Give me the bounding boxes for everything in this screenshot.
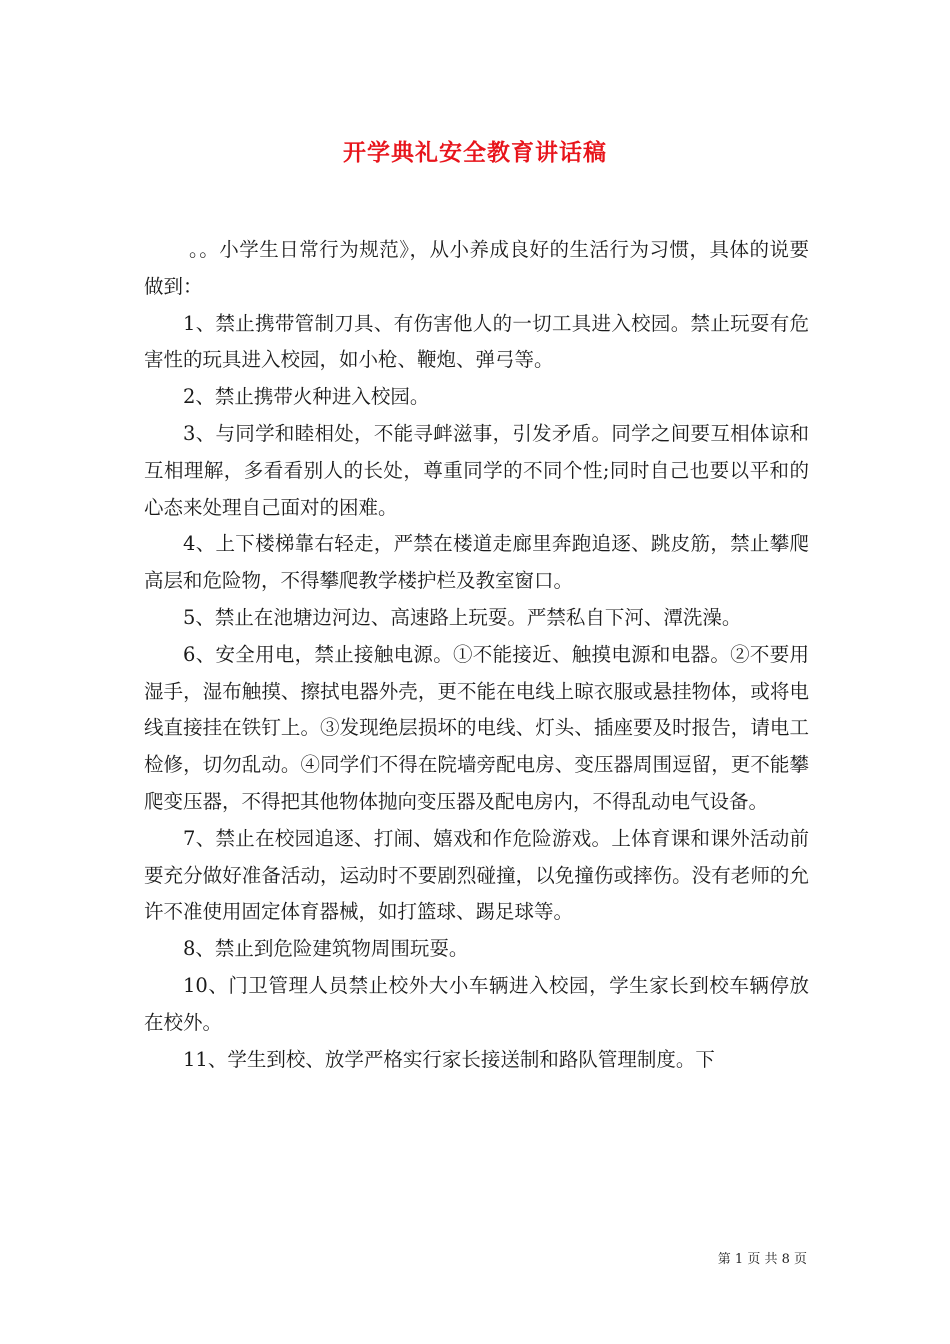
paragraph-item-2: 2、禁止携带火种进入校园。	[183, 385, 430, 409]
paragraph-intro: 。。小学生日常行为规范》，从小养成良好的生活行为习惯，具体的说要做到：	[144, 238, 809, 298]
paragraph-item-1: 1、禁止携带管制刀具、有伤害他人的一切工具进入校园。禁止玩耍有危害性的玩具进入校园，如小枪、鞭炮、弹弓等。	[144, 311, 809, 372]
paragraph-item-10: 10、门卫管理人员禁止校外大小车辆进入校园，学生家长到校车辆停放在校外。	[144, 973, 809, 1034]
page-number-footer: 第 1 页 共 8 页	[717, 1252, 807, 1267]
paragraph-item-7: 7、禁止在校园追逐、打闹、嬉戏和作危险游戏。上体育课和课外活动前要充分做好准备活动，运动时不要剧烈碰撞，以免撞伤或摔伤。没有老师的允许不准使用固定体育器械，如打篮球、踢足球等。	[144, 826, 809, 924]
document-title: 开学典礼安全教育讲话稿	[343, 139, 607, 166]
paragraph-item-11: 11、学生到校、放学严格实行家长接送制和路队管理制度。下	[183, 1047, 715, 1071]
paragraph-item-4: 4、上下楼梯靠右轻走，严禁在楼道走廊里奔跑追逐、跳皮筋，禁止攀爬高层和危险物，不得攀爬教学楼护栏及教室窗口。	[144, 532, 809, 593]
paragraph-item-5: 5、禁止在池塘边河边、高速路上玩耍。严禁私自下河、潭洗澡。	[183, 605, 742, 629]
paragraph-item-6: 6、安全用电，禁止接触电源。①不能接近、触摸电源和电器。②不要用湿手，湿布触摸、擦拭电器外壳，更不能在电线上晾衣服或悬挂物体，或将电线直接挂在铁钉上。③发现绝层损坏的电线、灯头、插座要及时报告，请电工检修，切勿乱动。④同学们不得在院墙旁配电房、变压器周围逗留，更不能攀爬变压器，不得把其他物体抛向变压器及配电房内，不得乱动电气设备。	[144, 642, 809, 813]
document-body	[144, 232, 809, 1078]
paragraph-item-3: 3、与同学和睦相处，不能寻衅滋事，引发矛盾。同学之间要互相体谅和互相理解，多看看别人的长处，尊重同学的不同个性;同时自己也要以平和的心态来处理自己面对的困难。	[144, 421, 809, 519]
paragraph-item-8: 8、禁止到危险建筑物周围玩耍。	[183, 937, 469, 961]
